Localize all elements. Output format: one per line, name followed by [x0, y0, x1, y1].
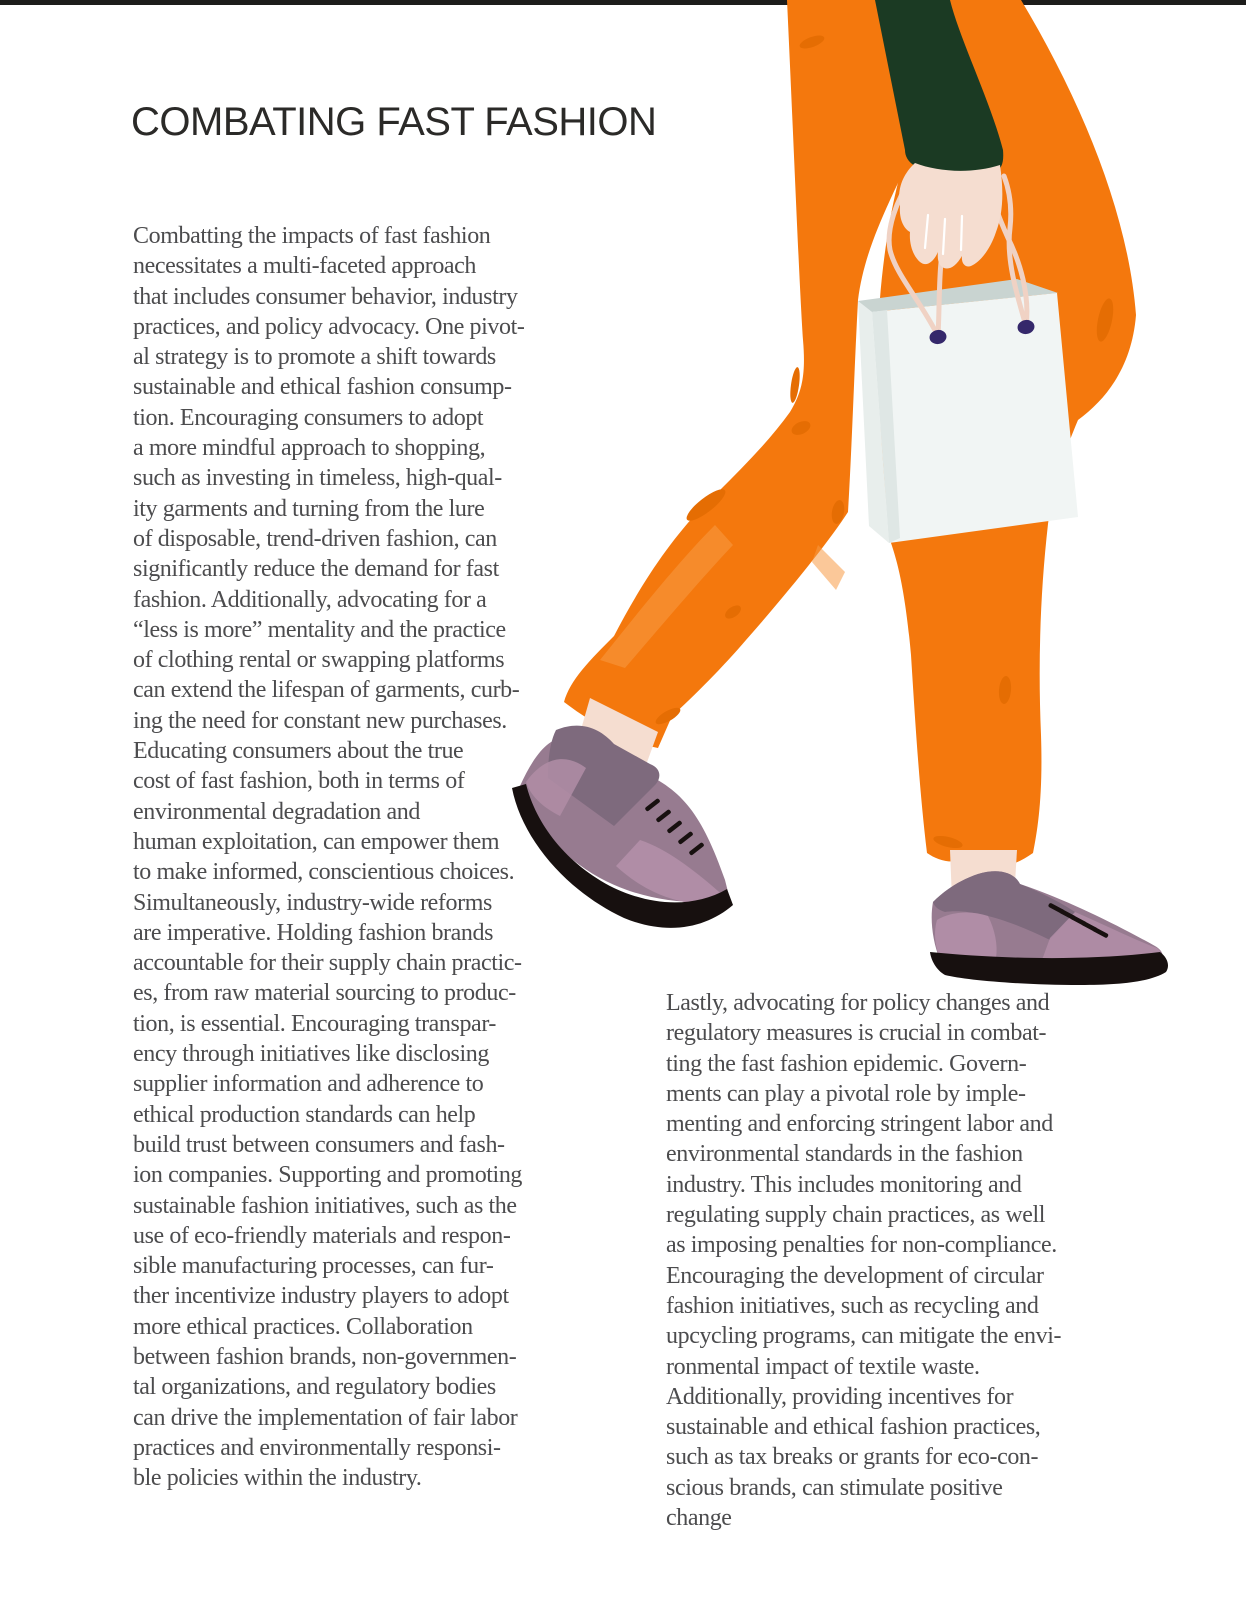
text-line: such as tax breaks or grants for eco-con- — [666, 1444, 1039, 1471]
text-line: practices and environmentally responsi- — [133, 1434, 501, 1461]
text-line: ing the need for constant new purchases. — [133, 707, 507, 734]
pants-highlight — [812, 545, 845, 590]
text-line: significantly reduce the demand for fast — [133, 556, 499, 583]
text-line: practices, and policy advocacy. One pivot- — [133, 313, 525, 340]
text-line: tal organizations, and regulatory bodies — [133, 1374, 496, 1401]
text-line: ting the fast fashion epidemic. Govern- — [666, 1050, 1027, 1077]
text-line: environmental standards in the fashion — [666, 1141, 1023, 1168]
text-line: that includes consumer behavior, industry — [133, 283, 518, 310]
text-line: es, from raw material sourcing to produc- — [133, 980, 516, 1007]
text-line: ethical production standards can help — [133, 1101, 476, 1128]
text-line: al strategy is to promote a shift towards — [133, 344, 496, 371]
text-line: industry. This includes monitoring and — [666, 1171, 1022, 1198]
article-column-right — [666, 988, 1136, 1533]
text-line: scious brands, can stimulate positive — [666, 1474, 1003, 1501]
text-line: of clothing rental or swapping platforms — [133, 647, 505, 674]
text-line: sustainable fashion initiatives, such as the — [133, 1192, 517, 1219]
text-line: fashion. Additionally, advocating for a — [133, 586, 487, 613]
text-line: Educating consumers about the true — [133, 738, 464, 765]
text-line: to make informed, conscientious choices. — [133, 859, 515, 886]
text-line: ity garments and turning from the lure — [133, 495, 485, 522]
text-line: fashion initiatives, such as recycling and — [666, 1292, 1039, 1319]
text-line: ency through initiatives like disclosing — [133, 1041, 489, 1068]
text-line: Simultaneously, industry-wide reforms — [133, 889, 492, 916]
text-line: sible manufacturing processes, can fur- — [133, 1253, 494, 1280]
text-line: sustainable and ethical fashion consump- — [133, 374, 512, 401]
text-line: Additionally, providing incentives for — [666, 1383, 1014, 1410]
text-line: tion, is essential. Encouraging transpar- — [133, 1010, 497, 1037]
text-line: cost of fast fashion, both in terms of — [133, 768, 465, 795]
text-line: menting and enforcing stringent labor and — [666, 1111, 1053, 1138]
text-line: of disposable, trend-driven fashion, can — [133, 525, 497, 552]
text-line: can extend the lifespan of garments, curb- — [133, 677, 520, 704]
text-line: ronmental impact of textile waste. — [666, 1353, 980, 1380]
text-line: ther incentivize industry players to adopt — [133, 1283, 509, 1310]
text-line: use of eco-friendly materials and respon- — [133, 1222, 511, 1249]
text-line: Encouraging the development of circular — [666, 1262, 1044, 1289]
text-line: tion. Encouraging consumers to adopt — [133, 404, 484, 431]
text-line: “less is more” mentality and the practice — [133, 616, 506, 643]
text-line: a more mindful approach to shopping, — [133, 435, 486, 462]
text-line: regulatory measures is crucial in combat- — [666, 1020, 1047, 1047]
text-line: such as investing in timeless, high-qual- — [133, 465, 502, 492]
text-line: ion companies. Supporting and promoting — [133, 1162, 523, 1189]
text-line: change — [666, 1505, 732, 1532]
text-line: necessitates a multi-faceted approach — [133, 253, 477, 280]
text-line: Combatting the impacts of fast fashion — [133, 223, 491, 249]
text-line: environmental degradation and — [133, 798, 420, 825]
text-line: sustainable and ethical fashion practices, — [666, 1414, 1041, 1441]
text-line: supplier information and adherence to — [133, 1071, 484, 1098]
article-column-left — [133, 221, 593, 1493]
text-line: ments can play a pivotal role by imple- — [666, 1080, 1026, 1107]
text-line: human exploitation, can empower them — [133, 828, 500, 855]
text-line: regulating supply chain practices, as well — [666, 1202, 1046, 1229]
right-foot — [930, 850, 1168, 985]
text-line: can drive the implementation of fair labor — [133, 1404, 518, 1431]
text-line: upcycling programs, can mitigate the envi- — [666, 1323, 1062, 1350]
shopping-bag — [858, 279, 1078, 543]
text-line: between fashion brands, non-governmen- — [133, 1343, 517, 1370]
page-title: COMBATING FAST FASHION — [131, 100, 657, 144]
text-line: accountable for their supply chain practic- — [133, 950, 522, 977]
text-line: build trust between consumers and fash- — [133, 1131, 505, 1158]
text-line: Lastly, advocating for policy changes and — [666, 990, 1050, 1016]
text-line: more ethical practices. Collaboration — [133, 1313, 473, 1340]
text-line: as imposing penalties for non-compliance. — [666, 1232, 1057, 1259]
bag-front — [872, 293, 1078, 543]
text-line: ble policies within the industry. — [133, 1465, 422, 1492]
text-line: are imperative. Holding fashion brands — [133, 919, 494, 946]
shoe-heel-light — [935, 913, 997, 958]
